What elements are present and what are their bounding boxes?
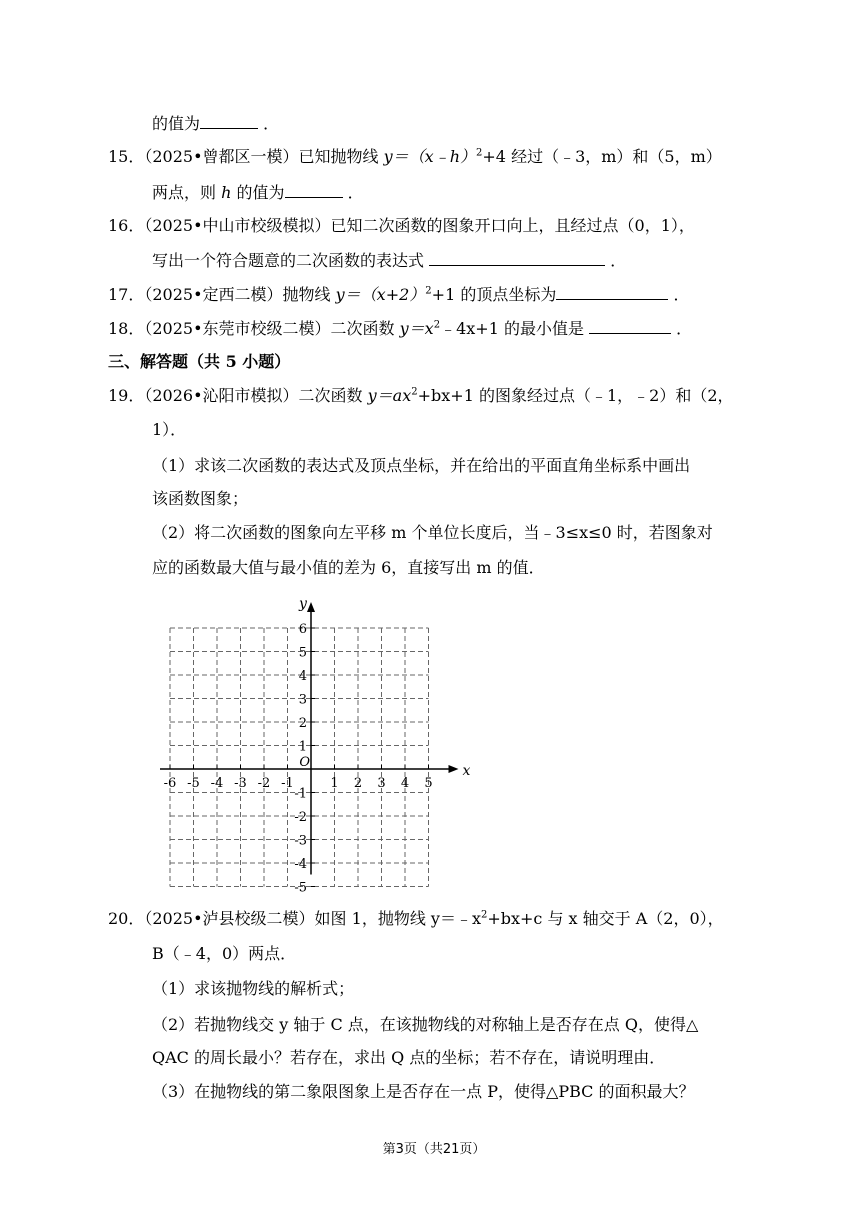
question-15-line2: 两点，则 h 的值为 ． — [152, 183, 364, 202]
x-axis-arrow — [449, 765, 459, 773]
x-tick-label: -2 — [257, 776, 271, 791]
answer-blank[interactable] — [429, 249, 605, 266]
page-footer: 第3页（共21页） — [382, 1142, 486, 1157]
x-tick-label: -6 — [163, 776, 177, 791]
y-tick-label: 5 — [298, 645, 307, 661]
y-axis-arrow — [307, 602, 315, 612]
question-20: 20．（2025•泸县校级二模）如图 1，抛物线 $y=﹣x^2+bx+c$ 与 x 轴交于 A（2，0）， — [108, 909, 724, 928]
question-15: 15．（2025•曾都区一模）已知抛物线 y＝（x﹣h）$^2$+4 经过（﹣3，m）和（5，m） — [108, 147, 722, 166]
question-17: 17．（2025•定西二模）抛物线 $y=(x+2)^2+1$ 的顶点坐标为 ． — [108, 285, 690, 304]
x-tick-label: 5 — [424, 776, 433, 791]
question-20-part1: （1）求该抛物线的解析式； — [152, 979, 355, 998]
y-tick-label: 2 — [298, 716, 307, 731]
x-tick-label: 4 — [400, 776, 410, 791]
question-20-line2: B（﹣4，0）两点． — [152, 944, 297, 963]
x-tick-label: -4 — [210, 776, 224, 791]
question-19-part2-cont: 应的函数最大值与最小值的差为 6，直接写出 m 的值． — [152, 558, 545, 577]
coordinate-grid — [150, 582, 470, 898]
answer-blank[interactable] — [285, 181, 343, 198]
question-18: 18．（2025•东莞市校级二模）二次函数 $y=x^2﹣4x+1$ 的最小值是 ． — [108, 319, 693, 338]
origin-label: O — [299, 755, 310, 770]
question-16-line2: 写出一个符合题意的二次函数的表达式 ． — [152, 251, 627, 270]
y-tick-label: 4 — [298, 669, 307, 684]
question-19-part1-cont: 该函数图象； — [152, 489, 249, 508]
q14-tail: 的值为 ． — [152, 114, 280, 133]
question-19-part1: （1）求该二次函数的表达式及顶点坐标，并在给出的平面直角坐标系中画出 — [152, 456, 691, 475]
x-axis-label: x — [462, 763, 470, 779]
y-tick-label: 3 — [298, 692, 307, 708]
question-16: 16．（2025•中山市校级模拟）已知二次函数的图象开口向上，且经过点（0，1）， — [108, 216, 695, 235]
y-tick-label: -3 — [294, 833, 307, 849]
y-tick-label: -1 — [294, 786, 307, 802]
y-tick-label: -5 — [294, 880, 307, 896]
x-tick-label: -1 — [281, 776, 294, 791]
x-tick-label: 1 — [330, 776, 339, 791]
x-tick-label: 3 — [377, 776, 386, 791]
y-tick-label: -4 — [294, 857, 307, 872]
x-tick-label: 2 — [353, 776, 363, 791]
y-tick-label: 6 — [298, 622, 307, 637]
question-20-part2-cont: QAC 的周长最小？若存在，求出 Q 点的坐标；若不存在，请说明理由． — [152, 1048, 666, 1067]
y-tick-label: -2 — [294, 810, 307, 825]
question-19-part2: （2）将二次函数的图象向左平移 m 个单位长度后，当﹣3≤x≤0 时，若图象对 — [152, 523, 713, 542]
question-19: 19．（2026•沁阳市模拟）二次函数 $y=ax^2+bx+1$ 的图象经过点（﹣1，﹣2）和（2， — [108, 386, 734, 405]
question-20-part2: （2）若抛物线交 y 轴于 C 点，在该抛物线的对称轴上是否存在点 Q，使得△ — [152, 1015, 699, 1034]
question-19-line2: 1）． — [152, 420, 187, 439]
answer-blank[interactable] — [589, 317, 671, 334]
question-20-part3: （3）在抛物线的第二象限图象上是否存在一点 P，使得△PBC 的面积最大？ — [152, 1082, 695, 1101]
y-axis-label: y — [299, 596, 307, 612]
answer-blank[interactable] — [200, 112, 258, 129]
x-tick-label: -5 — [187, 776, 200, 791]
answer-blank[interactable] — [556, 283, 668, 300]
x-tick-label: -3 — [234, 776, 247, 791]
section-heading: 三、解答题（共 5 小题） — [108, 352, 291, 371]
y-tick-label: 1 — [298, 739, 307, 755]
